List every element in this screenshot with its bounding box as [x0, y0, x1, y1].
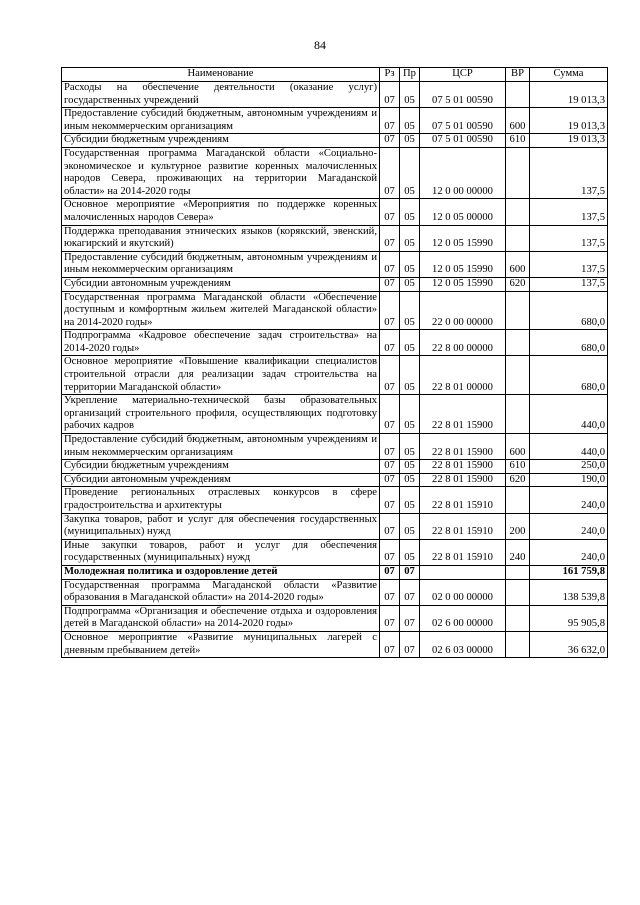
header-pr: Пр [400, 68, 420, 82]
row-vr: 240 [506, 539, 530, 565]
row-csr: 12 0 00 00000 [420, 147, 506, 198]
row-vr: 610 [506, 134, 530, 148]
row-csr: 22 0 00 00000 [420, 291, 506, 330]
row-vr [506, 631, 530, 657]
row-rz: 07 [380, 565, 400, 579]
header-vr: ВР [506, 68, 530, 82]
budget-table [61, 67, 608, 658]
row-pr: 05 [400, 82, 420, 108]
table-header-row [62, 68, 608, 82]
row-csr: 07 5 01 00590 [420, 108, 506, 134]
row-sum: 190,0 [530, 473, 608, 487]
row-csr: 02 0 00 00000 [420, 579, 506, 605]
row-csr: 12 0 05 15990 [420, 277, 506, 291]
row-name: Основное мероприятие «Мероприятия по поддержке коренных малочисленных народов Севера» [62, 199, 380, 225]
row-name: Государственная программа Магаданской области «Развитие образования в Магаданской области» на 2014-2020 годы» [62, 579, 380, 605]
row-vr [506, 330, 530, 356]
row-name: Укрепление материально-технической базы образовательных организаций строительного профиля, осуществляющих подготовку рабочих кадров [62, 395, 380, 434]
row-name: Поддержка преподавания этнических языков (корякский, эвенский, юкагирский и якутский) [62, 225, 380, 251]
row-vr [506, 225, 530, 251]
row-sum: 137,5 [530, 225, 608, 251]
header-csr: ЦСР [420, 68, 506, 82]
row-sum: 240,0 [530, 513, 608, 539]
row-name: Основное мероприятие «Развитие муниципальных лагерей с дневным пребыванием детей» [62, 631, 380, 657]
row-csr: 22 8 01 15900 [420, 395, 506, 434]
row-csr: 22 8 01 15910 [420, 513, 506, 539]
row-rz: 07 [380, 82, 400, 108]
row-pr: 05 [400, 134, 420, 148]
row-rz: 07 [380, 147, 400, 198]
table-row [62, 199, 608, 225]
row-name: Предоставление субсидий бюджетным, автономным учреждениям и иным некоммерческим организациям [62, 434, 380, 460]
row-sum: 240,0 [530, 539, 608, 565]
table-row [62, 565, 608, 579]
row-vr: 600 [506, 108, 530, 134]
row-rz: 07 [380, 199, 400, 225]
row-pr: 07 [400, 579, 420, 605]
row-rz: 07 [380, 434, 400, 460]
row-sum: 137,5 [530, 251, 608, 277]
row-vr [506, 147, 530, 198]
row-name: Закупка товаров, работ и услуг для обеспечения государственных (муниципальных) нужд [62, 513, 380, 539]
row-rz: 07 [380, 513, 400, 539]
row-name: Подпрограмма «Кадровое обеспечение задач строительства» на 2014-2020 годы» [62, 330, 380, 356]
row-vr [506, 291, 530, 330]
row-name: Государственная программа Магаданской области «Обеспечение доступным и комфортным жильем жителей Магаданской области» на 2014-2020 годы» [62, 291, 380, 330]
row-rz: 07 [380, 460, 400, 474]
row-pr: 05 [400, 199, 420, 225]
row-pr: 05 [400, 277, 420, 291]
row-name: Субсидии автономным учреждениям [62, 473, 380, 487]
row-vr [506, 487, 530, 513]
row-sum: 680,0 [530, 330, 608, 356]
row-sum: 19 013,3 [530, 108, 608, 134]
row-csr: 22 8 01 15900 [420, 434, 506, 460]
row-sum: 137,5 [530, 199, 608, 225]
row-sum: 440,0 [530, 434, 608, 460]
row-sum: 680,0 [530, 356, 608, 395]
row-csr: 12 0 05 15990 [420, 251, 506, 277]
row-rz: 07 [380, 605, 400, 631]
table-row [62, 134, 608, 148]
row-pr: 05 [400, 291, 420, 330]
row-pr: 07 [400, 605, 420, 631]
row-vr [506, 579, 530, 605]
table-row [62, 579, 608, 605]
row-sum: 19 013,3 [530, 134, 608, 148]
row-rz: 07 [380, 579, 400, 605]
row-name: Молодежная политика и оздоровление детей [62, 565, 380, 579]
row-csr: 22 8 01 15910 [420, 487, 506, 513]
row-csr: 12 0 05 15990 [420, 225, 506, 251]
row-csr: 22 8 01 15910 [420, 539, 506, 565]
row-pr: 05 [400, 539, 420, 565]
row-rz: 07 [380, 108, 400, 134]
row-csr: 02 6 00 00000 [420, 605, 506, 631]
row-pr: 07 [400, 565, 420, 579]
row-csr: 12 0 05 00000 [420, 199, 506, 225]
row-sum: 137,5 [530, 277, 608, 291]
row-name: Субсидии бюджетным учреждениям [62, 134, 380, 148]
row-vr: 600 [506, 434, 530, 460]
row-name: Государственная программа Магаданской области «Социально-экономическое и культурное развитие коренных малочисленных народов Севера, проживающих на территории Магаданской области» на 2014-2020 годы [62, 147, 380, 198]
row-pr: 05 [400, 473, 420, 487]
row-sum: 95 905,8 [530, 605, 608, 631]
row-pr: 05 [400, 147, 420, 198]
row-sum: 137,5 [530, 147, 608, 198]
row-sum: 161 759,8 [530, 565, 608, 579]
table-row [62, 395, 608, 434]
row-vr [506, 199, 530, 225]
row-pr: 05 [400, 395, 420, 434]
row-pr: 05 [400, 330, 420, 356]
row-rz: 07 [380, 291, 400, 330]
row-pr: 05 [400, 108, 420, 134]
table-row [62, 487, 608, 513]
row-pr: 05 [400, 251, 420, 277]
header-sum: Сумма [530, 68, 608, 82]
row-pr: 07 [400, 631, 420, 657]
row-csr [420, 565, 506, 579]
row-csr: 07 5 01 00590 [420, 134, 506, 148]
table-row [62, 147, 608, 198]
row-rz: 07 [380, 631, 400, 657]
row-pr: 05 [400, 225, 420, 251]
row-rz: 07 [380, 251, 400, 277]
header-name: Наименование [62, 68, 380, 82]
row-rz: 07 [380, 356, 400, 395]
row-vr [506, 605, 530, 631]
row-csr: 07 5 01 00590 [420, 82, 506, 108]
table-row [62, 631, 608, 657]
row-vr: 610 [506, 460, 530, 474]
row-rz: 07 [380, 473, 400, 487]
row-name: Основное мероприятие «Повышение квалификации специалистов строительной отрасли для реализации задач строительства на территории Магаданской области» [62, 356, 380, 395]
row-vr [506, 82, 530, 108]
row-rz: 07 [380, 487, 400, 513]
row-csr: 22 8 01 00000 [420, 356, 506, 395]
row-rz: 07 [380, 225, 400, 251]
row-name: Проведение региональных отраслевых конкурсов в сфере градостроительства и архитектуры [62, 487, 380, 513]
row-name: Субсидии автономным учреждениям [62, 277, 380, 291]
row-name: Предоставление субсидий бюджетным, автономным учреждениям и иным некоммерческим организациям [62, 251, 380, 277]
table-row [62, 225, 608, 251]
row-name: Субсидии бюджетным учреждениям [62, 460, 380, 474]
table-row [62, 605, 608, 631]
row-rz: 07 [380, 134, 400, 148]
row-name: Расходы на обеспечение деятельности (оказание услуг) государственных учреждений [62, 82, 380, 108]
row-vr: 620 [506, 473, 530, 487]
row-name: Подпрограмма «Организация и обеспечение отдыха и оздоровления детей в Магаданской области» на 2014-2020 годы» [62, 605, 380, 631]
table-row [62, 330, 608, 356]
row-pr: 05 [400, 460, 420, 474]
row-name: Иные закупки товаров, работ и услуг для обеспечения государственных (муниципальных) нужд [62, 539, 380, 565]
row-csr: 22 8 00 00000 [420, 330, 506, 356]
row-csr: 22 8 01 15900 [420, 473, 506, 487]
header-rz: Рз [380, 68, 400, 82]
row-sum: 19 013,3 [530, 82, 608, 108]
table-row [62, 356, 608, 395]
table-row [62, 539, 608, 565]
table-row [62, 291, 608, 330]
row-vr: 600 [506, 251, 530, 277]
row-sum: 36 632,0 [530, 631, 608, 657]
table-row [62, 108, 608, 134]
row-name: Предоставление субсидий бюджетным, автономным учреждениям и иным некоммерческим организациям [62, 108, 380, 134]
row-pr: 05 [400, 356, 420, 395]
table-row [62, 434, 608, 460]
table-row [62, 277, 608, 291]
row-rz: 07 [380, 277, 400, 291]
row-vr [506, 565, 530, 579]
row-vr: 200 [506, 513, 530, 539]
table-row [62, 460, 608, 474]
row-rz: 07 [380, 395, 400, 434]
table-body [62, 82, 608, 658]
table-row [62, 251, 608, 277]
row-csr: 22 8 01 15900 [420, 460, 506, 474]
row-sum: 680,0 [530, 291, 608, 330]
row-rz: 07 [380, 539, 400, 565]
row-vr: 620 [506, 277, 530, 291]
table-row [62, 473, 608, 487]
row-sum: 250,0 [530, 460, 608, 474]
table-row [62, 82, 608, 108]
row-sum: 138 539,8 [530, 579, 608, 605]
row-pr: 05 [400, 487, 420, 513]
row-sum: 240,0 [530, 487, 608, 513]
row-pr: 05 [400, 434, 420, 460]
row-rz: 07 [380, 330, 400, 356]
row-pr: 05 [400, 513, 420, 539]
table-row [62, 513, 608, 539]
row-sum: 440,0 [530, 395, 608, 434]
page-number: 84 [314, 38, 326, 52]
row-csr: 02 6 03 00000 [420, 631, 506, 657]
row-vr [506, 395, 530, 434]
row-vr [506, 356, 530, 395]
